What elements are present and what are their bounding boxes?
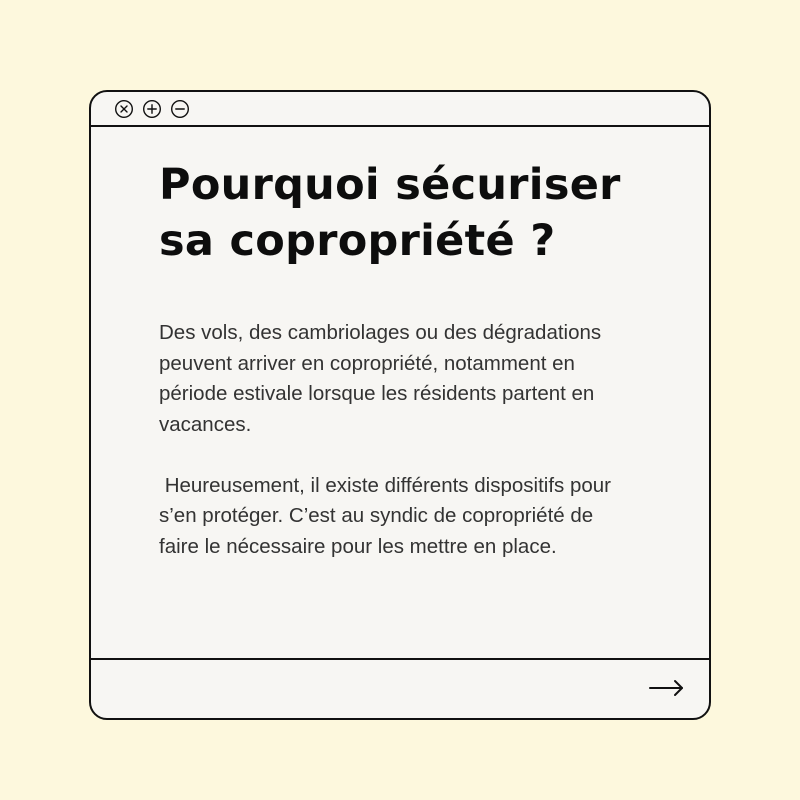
content-area — [91, 127, 709, 658]
footer-bar — [91, 658, 709, 718]
plus-circle-icon[interactable] — [142, 99, 162, 119]
browser-window — [89, 90, 711, 720]
page-title — [159, 157, 659, 269]
paragraph-1: Des vols, des cambriolages ou des dégradations peuvent arriver en copropriété, notamment en période estivale lorsque les résidents partent en vacances. — [159, 321, 607, 436]
minus-circle-icon[interactable] — [170, 99, 190, 119]
title-line-2: sa copropriété ? — [159, 216, 556, 266]
close-circle-icon[interactable] — [114, 99, 134, 119]
title-line-1: Pourquoi sécuriser — [159, 160, 621, 210]
paragraph-2: Heureusement, il existe différents dispositifs pour s’en protéger. C’est au syndic de copropriété de faire le nécessaire pour les mettre en place. — [159, 473, 617, 558]
arrow-right-icon[interactable] — [647, 676, 687, 700]
body-text — [159, 318, 629, 562]
title-bar — [91, 92, 709, 127]
